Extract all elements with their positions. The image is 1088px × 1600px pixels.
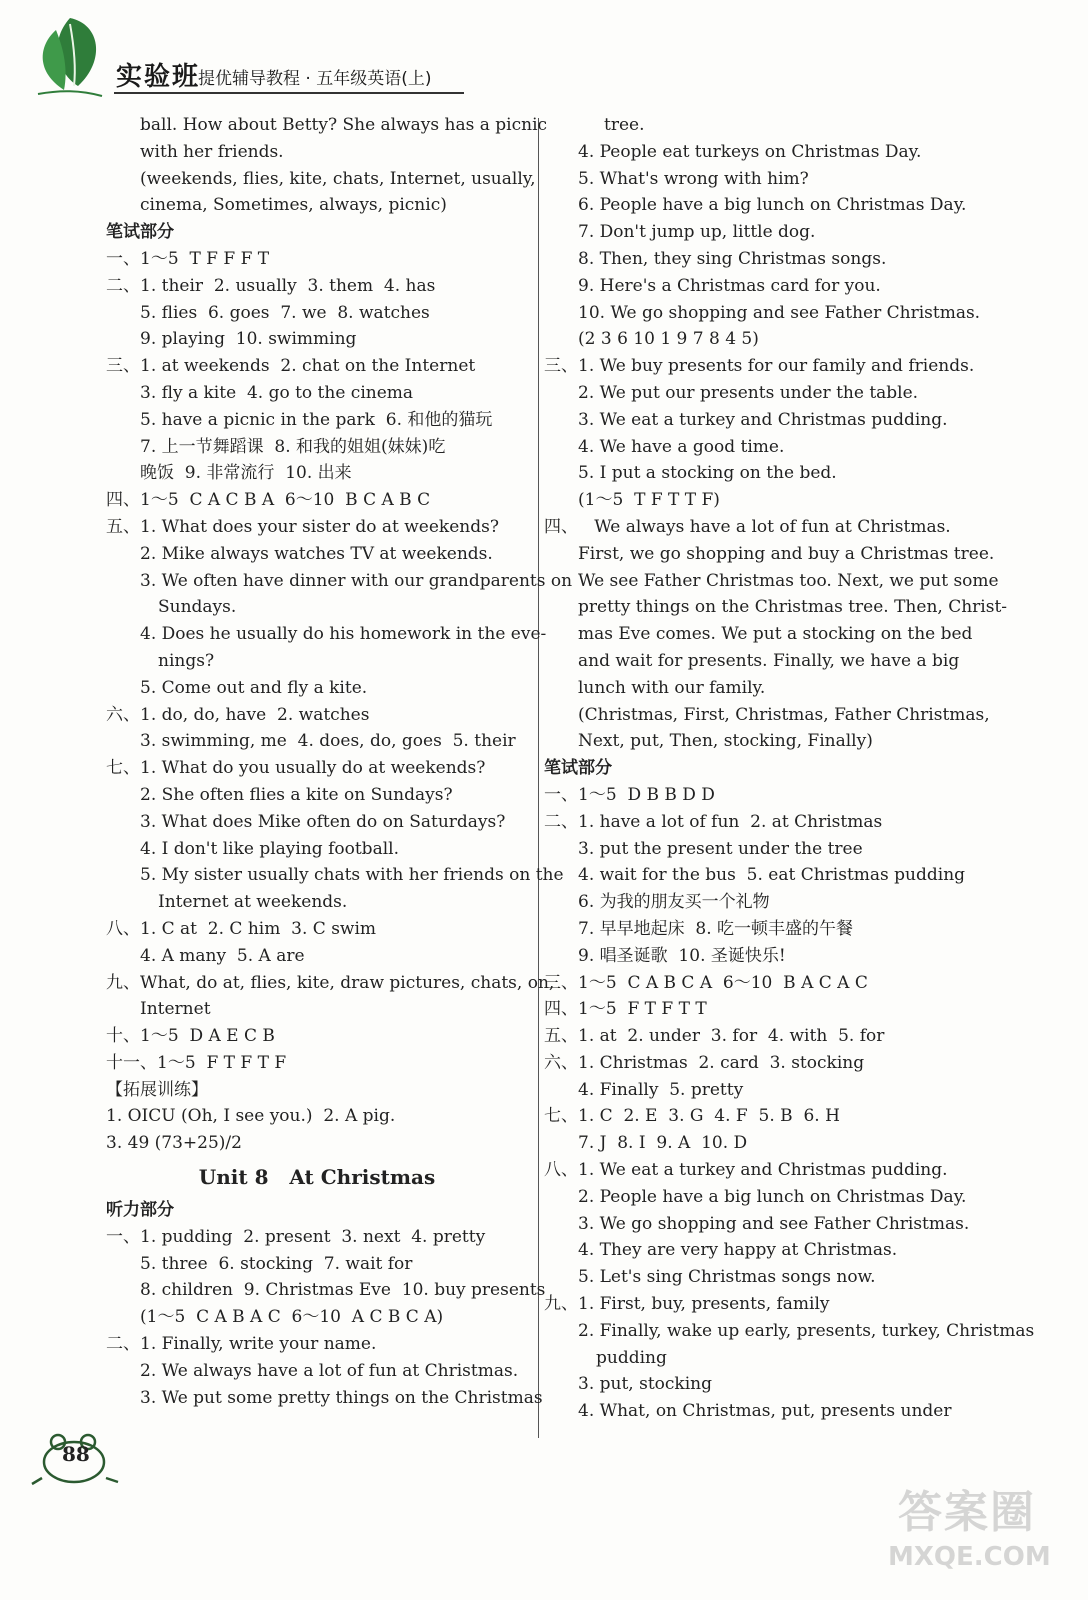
answer-line: 3. 49 (73+25)/2 [106,1133,242,1154]
answer-line: 2. We put our presents under the table. [578,382,919,403]
answer-line: (2 3 6 10 1 9 7 8 4 5) [578,329,759,350]
answer-line: 9. 唱圣诞歌 10. 圣诞快乐! [578,945,786,966]
answer-line: 7. Don't jump up, little dog. [578,222,816,243]
answer-line: 四、1～5 F T F T T [544,999,707,1020]
answer-line: (1～5 C A B A C 6～10 A C B C A) [140,1307,444,1328]
answer-line: 7. J 8. I 9. A 10. D [578,1133,748,1154]
answer-line: 3. We often have dinner with our grandparents on [140,570,573,591]
answer-line: 二、1. their 2. usually 3. them 4. has [106,275,436,296]
answer-line: Sundays. [158,597,237,618]
answer-line: 3. We put some pretty things on the Christmas [140,1387,543,1408]
answer-line: 3. What does Mike often do on Saturdays? [140,811,506,832]
answer-line: 2. Mike always watches TV at weekends. [140,543,493,564]
answer-line: tree. [604,115,645,135]
answer-line: pudding [596,1347,667,1368]
answer-line: 4. We have a good time. [578,436,785,457]
answer-line: 三、1. at weekends 2. chat on the Internet [106,356,476,377]
watermark-text: 答案圈 [898,1487,1036,1538]
answer-line: 4. They are very happy at Christmas. [578,1240,898,1261]
answer-line: 八、1. C at 2. C him 3. C swim [106,918,377,939]
answer-line: cinema, Sometimes, always, picnic) [140,195,447,216]
answer-line: 8. children 9. Christmas Eve 10. buy presents [140,1280,546,1301]
right-column [544,112,1035,1425]
answer-line: mas Eve comes. We put a stocking on the bed [578,624,973,645]
answer-line: 一、1～5 T F F F T [106,248,270,269]
answer-line: (weekends, flies, kite, chats, Internet, usually, [140,168,536,189]
answer-line: 二、1. have a lot of fun 2. at Christmas [544,811,883,832]
header-rule [114,92,464,94]
answer-line: 十一、1～5 F T F T F [106,1052,287,1073]
answer-line: 5. Let's sing Christmas songs now. [578,1267,876,1288]
answer-line: 六、1. do, do, have 2. watches [106,704,370,725]
answer-line: Internet at weekends. [158,892,348,913]
answer-line: 七、1. What do you usually do at weekends? [106,758,486,779]
answer-line: 九、What, do at, flies, kite, draw pictures, chats, on, [106,972,555,993]
answer-line: 2. Finally, wake up early, presents, turkey, Christmas [578,1320,1035,1341]
answer-line: 4. Finally 5. pretty [578,1079,744,1100]
answer-line: 5. My sister usually chats with her friends on the [140,865,564,886]
page-header [30,12,450,102]
answer-line: 三、1～5 C A B C A 6～10 B A C A C [544,972,868,993]
answer-line: 十、1～5 D A E C B [106,1026,275,1047]
answer-line: 7. 早早地起床 8. 吃一顿丰盛的午餐 [578,918,854,939]
answer-line: 九、1. First, buy, presents, family [544,1294,830,1315]
column-divider [538,118,539,1438]
answer-line: 晚饭 9. 非常流行 10. 出来 [140,463,352,484]
answer-line: 七、1. C 2. E 3. G 4. F 5. B 6. H [544,1106,840,1127]
page-number: 88 [62,1442,90,1466]
answer-line: 10. We go shopping and see Father Christmas. [578,302,981,323]
answer-line: 5. three 6. stocking 7. wait for [140,1253,413,1274]
answer-line: 3. put, stocking [578,1374,712,1395]
answer-line: 9. Here's a Christmas card for you. [578,275,881,296]
unit-title: Unit 8 At Christmas [198,1165,436,1190]
section-heading: 笔试部分 [106,222,174,243]
answer-line: 5. What's wrong with him? [578,168,809,189]
leaf-logo-icon [30,12,110,100]
brand-title: 实验班 [116,62,201,92]
section-heading: 听力部分 [106,1200,174,1221]
answer-line: 3. fly a kite 4. go to the cinema [140,382,414,403]
answer-line: 四、1～5 C A C B A 6～10 B C A B C [106,490,431,511]
answer-line: 六、1. Christmas 2. card 3. stocking [544,1052,865,1073]
watermark-url: MXQE.COM [888,1542,1051,1572]
answer-line: and wait for presents. Finally, we have a big [578,650,960,671]
left-column [106,112,573,1411]
answer-line: (1～5 T F T T F) [578,490,720,511]
answer-line: 9. playing 10. swimming [140,329,357,350]
answer-line: First, we go shopping and buy a Christmas tree. [578,543,995,564]
answer-line: 2. People have a big lunch on Christmas Day. [578,1186,967,1207]
answer-line: 4. wait for the bus 5. eat Christmas pudding [578,865,966,886]
page-number-badge [30,1428,122,1486]
answer-line: lunch with our family. [578,677,766,698]
answer-line: 6. 为我的朋友买一个礼物 [578,892,770,913]
answer-line: 一、1. pudding 2. present 3. next 4. pretty [106,1226,486,1247]
answer-line: 4. Does he usually do his homework in the eve- [140,624,547,645]
answer-line: 2. She often flies a kite on Sundays? [140,784,453,805]
answer-line: 四、 We always have a lot of fun at Christmas. [544,516,951,537]
answer-line: (Christmas, First, Christmas, Father Christmas, [578,704,990,725]
answer-line: 一、1～5 D B B D D [544,784,715,805]
answer-line: We see Father Christmas too. Next, we put some [578,570,999,591]
answer-line: 3. We eat a turkey and Christmas pudding. [578,409,948,430]
answer-line: Next, put, Then, stocking, Finally) [578,731,873,752]
answer-line: 3. We go shopping and see Father Christmas. [578,1213,970,1234]
watermark [888,1476,1068,1586]
answer-line: with her friends. [140,141,284,162]
answer-line: 五、1. at 2. under 3. for 4. with 5. for [544,1026,885,1047]
answer-line: 5. flies 6. goes 7. we 8. watches [140,302,430,323]
answer-line: 4. I don't like playing football. [140,838,399,859]
answer-line: 5. I put a stocking on the bed. [578,463,837,484]
answer-line: 5. have a picnic in the park 6. 和他的猫玩 [140,409,493,430]
answer-line: 三、1. We buy presents for our family and friends. [544,356,975,377]
answer-line: 二、1. Finally, write your name. [106,1334,377,1355]
answer-line: 五、1. What does your sister do at weekends? [106,516,499,537]
answer-line: 3. put the present under the tree [578,838,863,859]
answer-line: 2. We always have a lot of fun at Christmas. [140,1360,519,1381]
answer-line: 1. OICU (Oh, I see you.) 2. A pig. [106,1106,396,1127]
answer-line: 4. People eat turkeys on Christmas Day. [578,141,922,162]
answer-line: Internet [140,999,211,1020]
answer-line: 8. Then, they sing Christmas songs. [578,248,887,269]
answer-line: ball. How about Betty? She always has a picnic [140,115,548,135]
section-heading: 笔试部分 [544,758,612,779]
answer-line: 4. What, on Christmas, put, presents under [578,1401,952,1422]
answer-line: 【拓展训练】 [106,1079,208,1100]
answer-line: 7. 上一节舞蹈课 8. 和我的姐姐(妹妹)吃 [140,436,446,457]
answer-line: 4. A many 5. A are [140,945,305,966]
answer-line: nings? [158,650,215,671]
answer-line: 5. Come out and fly a kite. [140,677,368,698]
answer-line: pretty things on the Christmas tree. Then, Christ- [578,597,1008,618]
answer-line: 八、1. We eat a turkey and Christmas pudding. [544,1160,948,1181]
answer-line: 6. People have a big lunch on Christmas Day. [578,195,967,216]
answer-line: 3. swimming, me 4. does, do, goes 5. their [140,731,516,752]
book-subtitle: 提优辅导教程 · 五年级英语(上) [198,69,432,89]
